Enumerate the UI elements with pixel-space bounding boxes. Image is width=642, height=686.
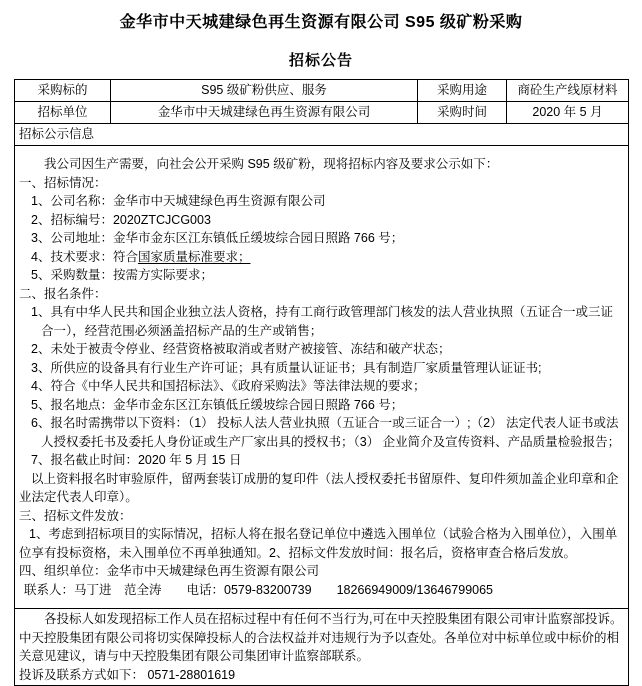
section1-item-bid-number: 2、招标编号：2020ZTCJCG003 — [31, 212, 211, 227]
table-row-main-content — [15, 146, 629, 609]
section2-item-deadline: 7、报名截止时间：2020 年 5 月 15 日 — [31, 453, 242, 467]
value-procurement-purpose: 商砼生产线原材料 — [507, 80, 629, 102]
section2-note: 以上资料报名时审验原件，留两套装订成册的复印件（法人授权委托书留原件、复印件须加盖企业印章和企业法定代表人印章）。 — [19, 471, 619, 504]
section2-item-registration-place: 5、报名地点：金华市金东区江东镇低丘缓坡综合园日照路 766 号； — [31, 397, 404, 412]
value-procurement-subject: S95 级矿粉供应、服务 — [111, 80, 418, 102]
section2-item-required-documents: 6、报名时需携带以下资料：（1） 投标人法人营业执照（五证合一或三证合一）;（2） 法定代表人证书或法人授权委托书及委托人身份证或生产厂家出具的授权书；（3） 企业简介及宣传资料、产品质量检验报告； — [31, 416, 621, 449]
value-procurement-time: 2020 年 5 月 — [507, 102, 629, 124]
section1-item-technical-requirements — [19, 248, 624, 267]
announcement-table — [14, 79, 629, 686]
section2-item-laws: 4、符合《中华人民共和国招标法》、《政府采购法》等法律法规的要求； — [31, 379, 426, 393]
section3-body: 1、考虑到招标项目的实际情况，招标人将在报名登记单位中遴选入围单位（试验合格为入围单位），入围单位享有投标资格，未入围单位不再单独通知。2、招标文件发放时间：报名后，资格审查合格后发放。 — [19, 527, 618, 560]
table-row-section-header — [15, 124, 629, 146]
announcement-body — [15, 146, 629, 609]
label-procurement-time: 采购时间 — [418, 102, 507, 124]
section1-item-quantity: 5、采购数量：按需方实际要求； — [31, 268, 213, 282]
label-procurement-subject: 采购标的 — [15, 80, 111, 102]
table-row-complaint — [15, 609, 629, 686]
section1-item-company-address: 3、公司地址：金华市金东区江东镇低丘缓坡综合园日照路 766 号； — [31, 231, 404, 245]
label-procurement-purpose: 采购用途 — [418, 80, 507, 102]
section1-heading: 一、招标情况： — [19, 175, 107, 190]
table-row-procurement-subject — [15, 80, 629, 102]
section2-item-certificates: 3、所供应的设备具有行业生产许可证；具有质量认证证书；具有制造厂家质量管理认证证书; — [31, 360, 542, 375]
label-tendering-unit: 招标单位 — [15, 102, 111, 124]
tech-req-prefix: 4、技术要求：符合 — [31, 249, 138, 264]
value-tendering-unit: 金华市中天城建绿色再生资源有限公司 — [111, 102, 418, 124]
section4-heading: 四、组织单位：金华市中天城建绿色再生资源有限公司 — [19, 564, 320, 578]
section2-heading: 二、报名条件： — [19, 286, 107, 301]
complaint-contact-line: 投诉及联系方式如下： 0571-28801619 — [19, 667, 236, 682]
intro-paragraph: 我公司因生产需要，向社会公开采购 S95 级矿粉，现将招标内容及要求公示如下： — [44, 157, 499, 171]
bid-announcement-document — [0, 9, 642, 686]
complaint-paragraph: 各投标人如发现招标工作人员在招标过程中有任何不当行为,可在中天控股集团有限公司审计监察部投诉。中天控股集团有限公司将切实保障投标人的合法权益并对违规行为予以查处。各单位对中标单位或中标价的相关意见建议，请与中天控股集团有限公司集团审计监察部联系。 — [19, 612, 623, 663]
section2-item-status: 2、未处于被责令停业、经营资格被取消或者财产被接管、冻结和破产状态； — [31, 342, 451, 356]
page-subtitle: 招标公告 — [288, 52, 353, 69]
section1-item-company-name: 1、公司名称：金华市中天城建绿色再生资源有限公司 — [31, 194, 326, 208]
section2-item-legal-person: 1、具有中华人民共和国企业独立法人资格，持有工商行政管理部门核发的法人营业执照（五证合一或三证合一），经营范围必须涵盖招标产品的生产或销售； — [31, 305, 613, 338]
tech-req-underlined: 国家质量标准要求； — [137, 249, 251, 264]
section3-heading: 三、招标文件发放： — [19, 508, 132, 523]
page-title: 金华市中天城建绿色再生资源有限公司 S95 级矿粉采购 — [119, 14, 523, 31]
contact-persons-line: 联系人：马丁进 范全涛 电话：0579-83200739 18266949009/13646799065 — [24, 582, 494, 597]
table-row-tendering-unit — [15, 102, 629, 124]
complaint-section — [15, 609, 629, 686]
section-header-public-info: 招标公示信息 — [15, 124, 629, 146]
